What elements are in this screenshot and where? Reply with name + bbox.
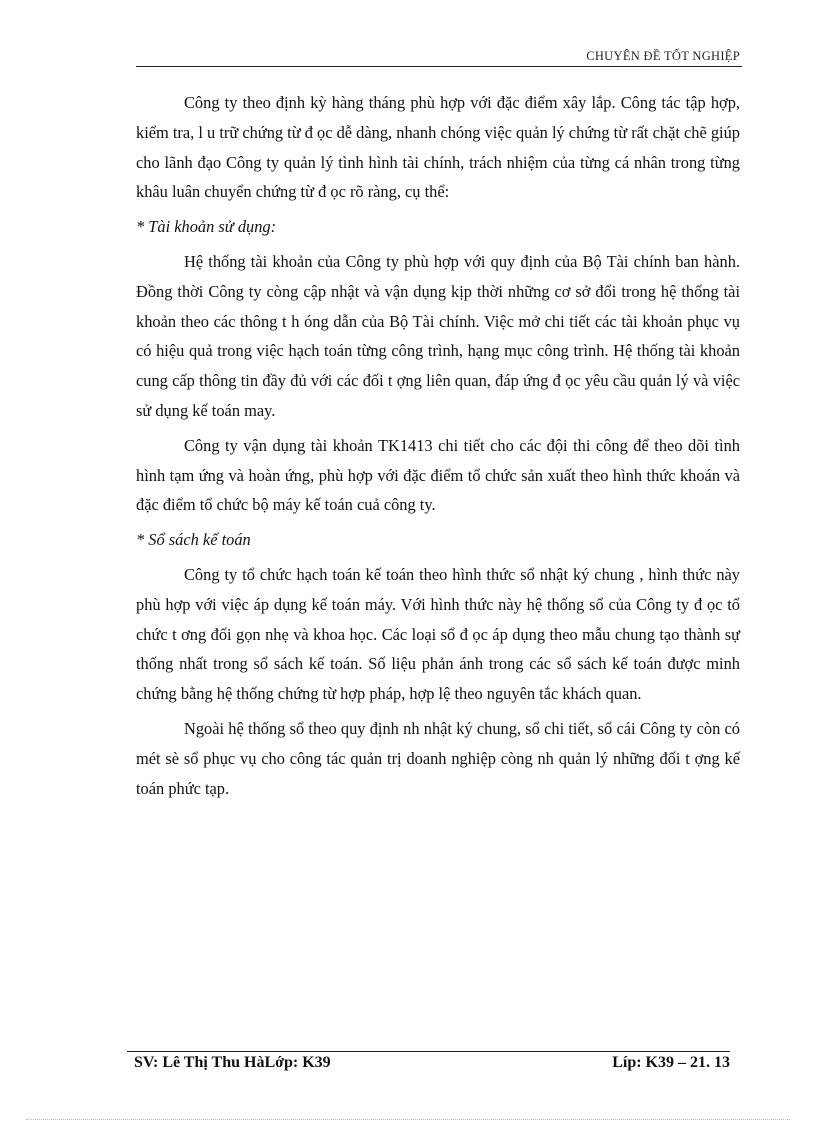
- page-bottom-dotted-line: [26, 1119, 790, 1120]
- paragraph-2: Hệ thống tài khoản của Công ty phù hợp với quy định của Bộ Tài chính ban hành. Đồng thời Công ty còng cập nhật và vận dụng kịp thời những cơ sở đổi trong hệ thống tài khoản theo các thông t h óng dẫn của Bộ Tài chính. Việc mở chi tiết các tài khoản phục vụ có hiệu quả trong việc hạch toán từng công trình, hạng mục công trình. Hệ thống tài khoản cung cấp thông tin đầy đủ với các đối t ợng liên quan, đáp ứng đ ọc yêu cầu quản lý và việc sử dụng kế toán may.: [136, 251, 740, 420]
- section-heading-accounts: * Tài khoản sử dụng:: [136, 217, 277, 237]
- footer-divider: [127, 1051, 730, 1052]
- footer-class-info: Líp: K39 – 21. 13: [612, 1054, 730, 1071]
- footer-student-info: SV: Lê Thị Thu HàLớp: K39: [134, 1054, 331, 1071]
- paragraph-5: Ngoài hệ thống sổ theo quy định nh nhật ký chung, sổ chi tiết, sổ cái Công ty còn có mét sè sổ phục vụ cho công tác quản trị doanh nghiệp còng nh quản lý những đối t ợng kế toán phức tạp.: [136, 718, 740, 798]
- page-header-title: CHUYÊN ĐỀ TỐT NGHIỆP: [586, 49, 740, 63]
- document-body: [136, 88, 740, 803]
- paragraph-3: Công ty vận dụng tài khoản TK1413 chi tiết cho các đội thi công để theo dõi tình hình tạm ứng và hoàn ứng, phù hợp với đặc điểm tổ chức sản xuất theo hình thức khoán và đặc điểm tổ chức bộ máy kế toán cuả công ty.: [136, 435, 740, 515]
- section-heading-books: * Sổ sách kế toán: [136, 530, 251, 550]
- paragraph-1: Công ty theo định kỳ hàng tháng phù hợp với đặc điểm xây lắp. Công tác tập hợp, kiểm tra, l u trữ chứng từ đ ọc dễ dàng, nhanh chóng việc quản lý chứng từ rất chặt chẽ giúp cho lãnh đạo Công ty quản lý tình hình tài chính, trách nhiệm của từng cá nhân trong từng khâu luân chuyển chứng từ đ ọc rõ ràng, cụ thể:: [136, 93, 740, 202]
- page-footer: [134, 1054, 730, 1072]
- paragraph-4: Công ty tổ chức hạch toán kế toán theo hình thức sổ nhật ký chung , hình thức này phù hợp với việc áp dụng kế toán máy. Với hình thức này hệ thống sổ của Công ty đ ọc tổ chức t ơng đối gọn nhẹ và khoa học. Các loại sổ đ ọc áp dụng theo mẫu chung tạo thành sự thống nhất trong sổ sách kế toán. Số liệu phản ánh trong các sổ sách kế toán được minh chứng bằng hệ thống chứng từ hợp pháp, hợp lệ theo nguyên tắc khách quan.: [136, 564, 740, 704]
- header-divider: [136, 66, 742, 67]
